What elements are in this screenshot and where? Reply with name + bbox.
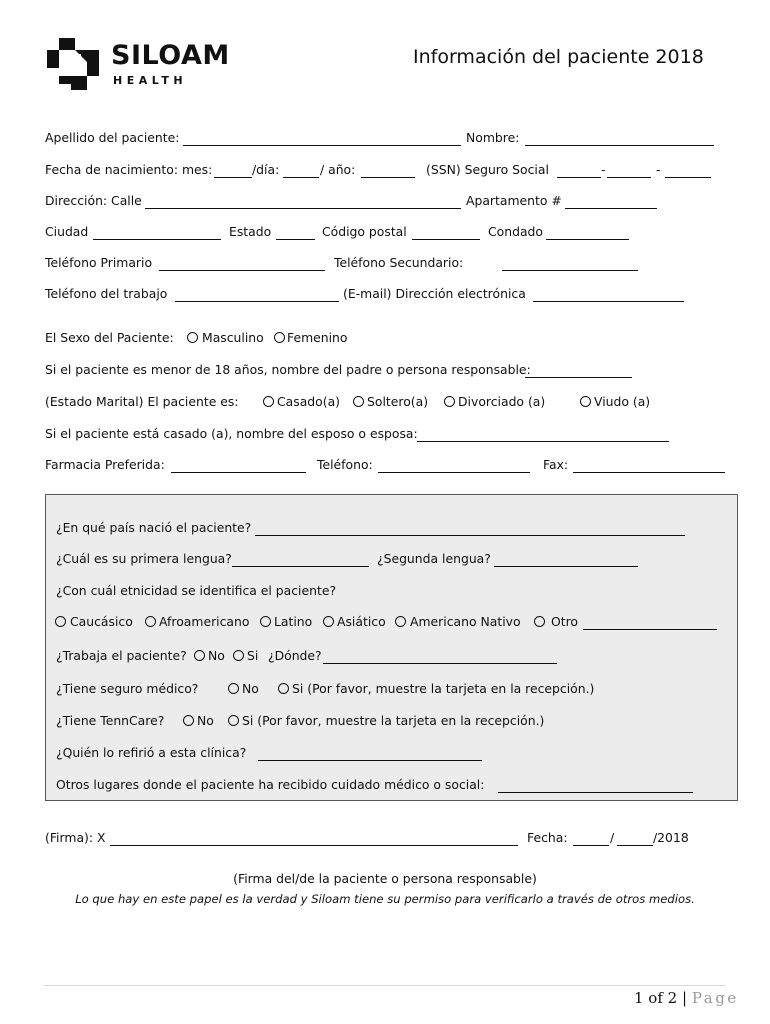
input-nombre[interactable] (525, 145, 714, 146)
signature-statement: Lo que hay en este papel es la verdad y Siloam tiene su permiso para verificarlo a través de otros medios. (75, 892, 695, 906)
option-asiatico: Asiático (337, 614, 386, 629)
input-menor[interactable] (525, 377, 632, 378)
label-ssn: (SSN) Seguro Social (426, 162, 549, 177)
option-femenino: Femenino (287, 330, 348, 345)
radio-viudo[interactable] (580, 396, 591, 407)
input-otros-lugares[interactable] (498, 792, 693, 793)
option-masculino: Masculino (202, 330, 264, 345)
page-title: Información del paciente 2018 (413, 46, 704, 68)
option-seguro-si: Si (Por favor, muestre la tarjeta en la recepción.) (292, 681, 595, 696)
option-otro: Otro (551, 614, 579, 629)
radio-latino[interactable] (260, 616, 271, 627)
fecha-slash: / (610, 830, 615, 845)
label-seguro: ¿Tiene seguro médico? (56, 681, 199, 696)
input-refirio[interactable] (258, 760, 482, 761)
label-fax: Fax: (543, 457, 569, 472)
input-ssn-2[interactable] (607, 177, 651, 178)
option-soltero: Soltero(a) (367, 394, 429, 409)
siloam-logo (45, 36, 235, 92)
radio-seguro-si[interactable] (278, 683, 289, 694)
input-tel-trabajo[interactable] (175, 301, 339, 302)
label-trabaja: ¿Trabaja el paciente? (56, 648, 187, 663)
radio-soltero[interactable] (353, 396, 364, 407)
option-caucasico: Caucásico (70, 614, 133, 629)
input-firma[interactable] (110, 845, 518, 846)
input-codigo-postal[interactable] (412, 239, 480, 240)
option-seguro-no: No (242, 681, 259, 696)
input-ano[interactable] (361, 177, 415, 178)
radio-americano-nativo[interactable] (395, 616, 406, 627)
input-apartamento[interactable] (565, 208, 657, 209)
label-tel-trabajo: Teléfono del trabajo (45, 286, 168, 301)
radio-afroamericano[interactable] (145, 616, 156, 627)
label-segunda-lengua: ¿Segunda lengua? (377, 551, 491, 566)
label-condado: Condado (488, 224, 543, 239)
input-mes[interactable] (214, 177, 252, 178)
radio-divorciado[interactable] (444, 396, 455, 407)
page-separator: | (682, 989, 688, 1007)
ssn-dash-2: - (656, 162, 661, 177)
input-esposo[interactable] (417, 441, 669, 442)
label-refirio: ¿Quién lo refirió a esta clínica? (56, 745, 247, 760)
radio-femenino[interactable] (274, 332, 285, 343)
option-tenncare-no: No (197, 713, 214, 728)
input-tel-secundario[interactable] (502, 270, 638, 271)
label-estado-marital: (Estado Marital) El paciente es: (45, 394, 239, 409)
page-label: Page (691, 989, 739, 1007)
label-telefono: Teléfono: (317, 457, 373, 472)
footer-divider (44, 985, 726, 986)
radio-otro[interactable] (534, 616, 545, 627)
option-viudo: Viudo (a) (594, 394, 651, 409)
input-fecha-dia[interactable] (617, 845, 653, 846)
input-estado[interactable] (276, 239, 315, 240)
input-ssn-1[interactable] (557, 177, 601, 178)
option-americano-nativo: Americano Nativo (410, 614, 521, 629)
radio-casado[interactable] (263, 396, 274, 407)
brand-subtitle: HEALTH (113, 74, 188, 87)
label-primera-lengua: ¿Cuál es su primera lengua? (56, 551, 232, 566)
siloam-cross-icon (45, 36, 101, 92)
option-latino: Latino (274, 614, 313, 629)
input-email[interactable] (533, 301, 684, 302)
brand-name: SILOAM (111, 40, 230, 71)
label-codigo-postal: Código postal (322, 224, 407, 239)
label-pais: ¿En qué país nació el paciente? (56, 520, 252, 535)
label-tel-primario: Teléfono Primario (45, 255, 153, 270)
label-fecha-nac: Fecha de nacimiento: mes: (45, 162, 213, 177)
option-trabaja-no: No (208, 648, 225, 663)
label-tel-secundario: Teléfono Secundario: (334, 255, 464, 270)
input-tel-primario[interactable] (159, 270, 325, 271)
input-ssn-3[interactable] (665, 177, 711, 178)
option-tenncare-si: Si (Por favor, muestre la tarjeta en la recepción.) (242, 713, 545, 728)
label-dia: /día: (252, 162, 280, 177)
signature-caption: (Firma del/de la paciente o persona responsable) (233, 871, 537, 886)
input-segunda-lengua[interactable] (494, 566, 638, 567)
option-trabaja-si: Si (247, 648, 259, 663)
label-donde: ¿Dónde? (268, 648, 322, 663)
radio-caucasico[interactable] (55, 616, 66, 627)
label-sexo: El Sexo del Paciente: (45, 330, 174, 345)
radio-asiatico[interactable] (323, 616, 334, 627)
input-condado[interactable] (546, 239, 629, 240)
page-number: 1 of 2 (634, 989, 678, 1007)
label-menor: Si el paciente es menor de 18 años, nombre del padre o persona responsable: (45, 362, 531, 377)
label-apartamento: Apartamento # (466, 193, 562, 208)
label-otros-lugares: Otros lugares donde el paciente ha recibido cuidado médico o social: (56, 777, 485, 792)
radio-tenncare-no[interactable] (183, 715, 194, 726)
input-ciudad[interactable] (93, 239, 221, 240)
input-fax[interactable] (573, 472, 725, 473)
label-nombre: Nombre: (466, 130, 520, 145)
label-etnicidad: ¿Con cuál etnicidad se identifica el paciente? (56, 583, 337, 598)
label-ano: / año: (320, 162, 356, 177)
label-tenncare: ¿Tiene TennCare? (56, 713, 165, 728)
page-indicator (634, 989, 739, 1007)
label-email: (E-mail) Dirección electrónica (343, 286, 526, 301)
radio-tenncare-si[interactable] (228, 715, 239, 726)
option-casado: Casado(a) (277, 394, 340, 409)
ssn-dash-1: - (601, 162, 606, 177)
radio-masculino[interactable] (187, 332, 198, 343)
input-donde[interactable] (323, 663, 557, 664)
label-farmacia: Farmacia Preferida: (45, 457, 165, 472)
label-estado: Estado (229, 224, 272, 239)
input-primera-lengua[interactable] (232, 566, 369, 567)
radio-seguro-no[interactable] (228, 683, 239, 694)
input-apellido[interactable] (183, 145, 461, 146)
label-direccion: Dirección: Calle (45, 193, 142, 208)
input-fecha-mes[interactable] (573, 845, 609, 846)
input-telefono[interactable] (378, 472, 530, 473)
label-fecha: Fecha: (527, 830, 568, 845)
radio-trabaja-no[interactable] (194, 650, 205, 661)
radio-trabaja-si[interactable] (233, 650, 244, 661)
label-firma: (Firma): X (45, 830, 106, 845)
input-pais[interactable] (255, 535, 685, 536)
input-otro[interactable] (583, 629, 717, 630)
label-esposo: Si el paciente está casado (a), nombre del esposo o esposa: (45, 426, 418, 441)
label-apellido: Apellido del paciente: (45, 130, 180, 145)
fecha-year: /2018 (653, 830, 689, 845)
input-farmacia[interactable] (171, 472, 306, 473)
input-direccion[interactable] (145, 208, 461, 209)
option-afroamericano: Afroamericano (159, 614, 250, 629)
input-dia[interactable] (283, 177, 319, 178)
label-ciudad: Ciudad (45, 224, 89, 239)
option-divorciado: Divorciado (a) (458, 394, 546, 409)
